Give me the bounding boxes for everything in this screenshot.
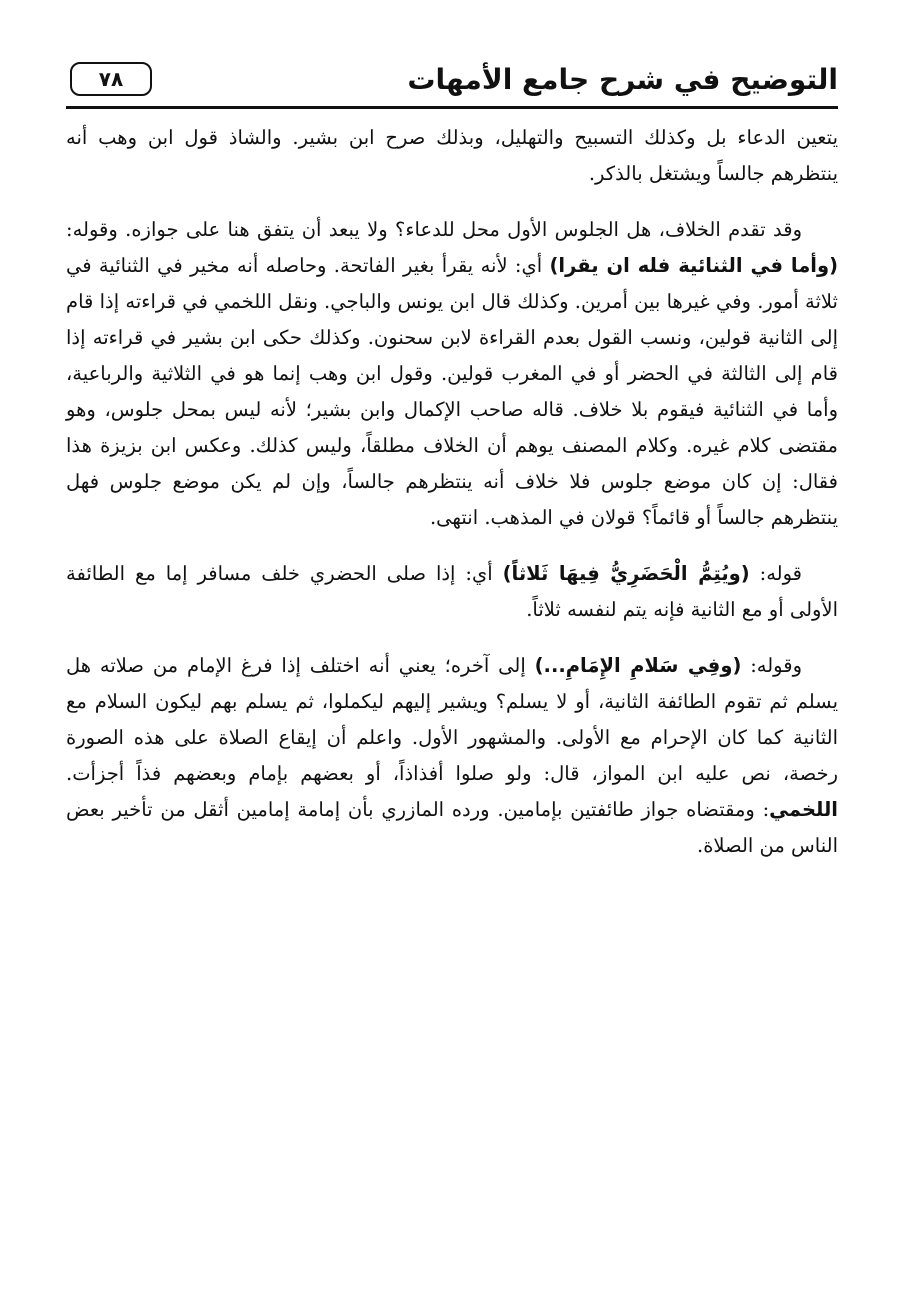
paragraph-text: إلى آخره؛ يعني أنه اختلف إذا فرغ الإمام من صلاته هل يسلم ثم تقوم الطائفة الثانية، أو لا يسلم؟ ويشير إليهم ليكملوا، ثم يسلم بهم ليكون السلام مع الثانية كما كان الإحرام مع الأولى. والمشهور الأول. واعلم أن إيقاع الصلاة على هذه الصورة رخصة، نص عليه ابن المواز، قال: ولو صلوا أفذاذاً، أو بعضهم بإمام وبعضهم فذاً أجزأت. (66, 654, 838, 785)
paragraph-gap (66, 192, 838, 212)
running-header (66, 56, 838, 109)
paragraph (66, 120, 838, 192)
page-number: ٧٨ (98, 67, 124, 91)
paragraph-text: قوله: (749, 562, 803, 585)
quoted-text: (وفِي سَلامِ الإِمَامِ...) (534, 654, 742, 677)
paragraph (66, 648, 838, 864)
quoted-text: (ويُتِمُّ الْحَضَرِيُّ فِيهَا ثَلاثاً) (502, 562, 750, 585)
quoted-text: (وأما في الثنائية فله ان يقرا) (549, 254, 839, 277)
paragraph-gap (66, 536, 838, 556)
paragraph-text: أي: لأنه يقرأ بغير الفاتحة. وحاصله أنه مخير في الثنائية في ثلاثة أمور. وفي غيرها بين أمرين. وكذلك قال ابن يونس والباجي. ونقل اللخمي في قراءته إذا قام إلى الثانية قولين، ونسب القول بعدم القراءة لابن سحنون. وكذلك حكى ابن بشير في قراءته إذا قام إلى الثالثة في الحضر أو في المغرب قولين. وقول ابن وهب إنما هو في الثلاثية والرباعية، وأما في الثنائية فيقوم بلا خلاف. قاله صاحب الإكمال وابن بشير؛ لأنه ليس بمحل جلوس، وهو مقتضى كلام غيره. وكلام المصنف يوهم أن الخلاف مطلقاً، وليس كذلك. وعكس ابن بزيزة هذا فقال: إن كان موضع جلوس فلا خلاف أنه ينتظرهم جالساً، وإن لم يكن موضع جلوس فهل ينتظرهم جالساً أو قائماً؟ قولان في المذهب. انتهى. (66, 254, 838, 529)
paragraph-text: وقوله: (741, 654, 802, 677)
paragraph (66, 212, 838, 536)
paragraph-gap (66, 628, 838, 648)
paragraph (66, 556, 838, 628)
paragraph-text: وقد تقدم الخلاف، هل الجلوس الأول محل للدعاء؟ ولا يبعد أن يتفق هنا على جوازه. وقوله: (66, 218, 802, 241)
book-title: التوضيح في شرح جامع الأمهات (407, 63, 838, 96)
book-page (66, 46, 838, 1266)
paragraph-text: : ومقتضاه جواز طائفتين بإمامين. ورده المازري بأن إمامة إمامين أثقل من تأخير بعض الناس من الصلاة. (66, 798, 838, 857)
quoted-text: اللخمي (769, 798, 838, 821)
page-number-box (70, 62, 152, 96)
body-text (66, 120, 838, 864)
paragraph-text: يتعين الدعاء بل وكذلك التسبيح والتهليل، وبذلك صرح ابن بشير. والشاذ قول ابن وهب أنه ينتظرهم جالساً ويشتغل بالذكر. (66, 126, 838, 185)
paragraph-text: أي: إذا صلى الحضري خلف مسافر إما مع الطائفة الأولى أو مع الثانية فإنه يتم لنفسه ثلاثاً. (66, 562, 838, 621)
